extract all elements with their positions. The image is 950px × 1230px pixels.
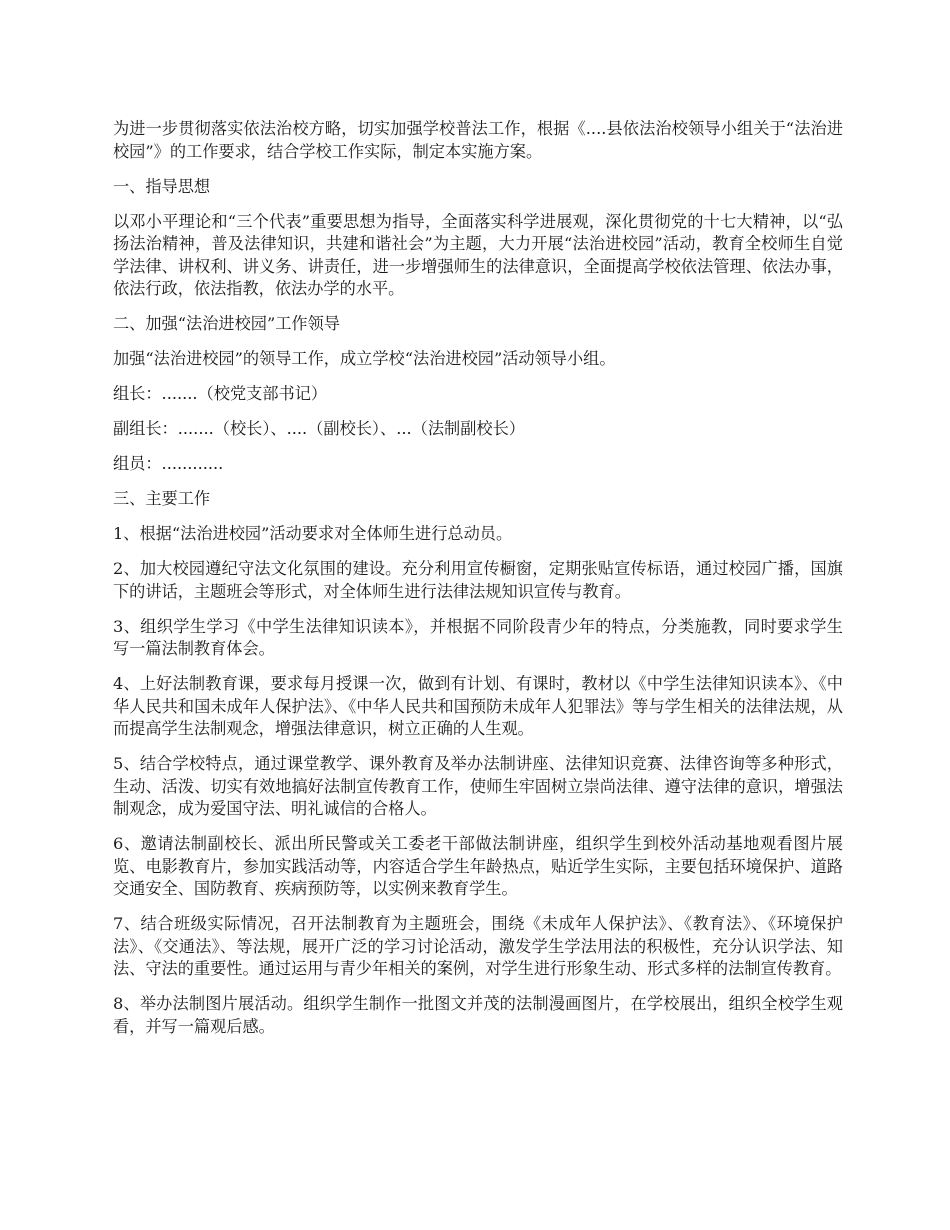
work-item-8: 8、举办法制图片展活动。组织学生制作一批图文并茂的法制漫画图片，在学校展出，组织全校学生观看，并写一篇观后感。 — [113, 994, 843, 1036]
section-heading-leadership: 二、加强“法治进校园”工作领导 — [113, 314, 340, 333]
guiding-ideology-paragraph: 以邓小平理论和“三个代表”重要思想为指导，全面落实科学进展观，深化贯彻党的十七大精神，以“弘扬法治精神，普及法律知识，共建和谐社会”为主题，大力开展“法治进校园”活动，教育全校师生自觉学法律、讲权利、讲义务、讲责任，进一步增强师生的法律意识，全面提高学校依法管理、依法办事，依法行政，依法指教，依法办学的水平。 — [113, 211, 843, 298]
work-item-7: 7、结合班级实际情况，召开法制教育为主题班会，围绕《未成年人保护法》、《教育法》、《环境保护法》、《交通法》、等法规，展开广泛的学习讨论活动，激发学生学法用法的积极性，充分认识学法、知法、守法的重要性。通过运用与青少年相关的案例，对学生进行形象生动、形式多样的法制宣传教育。 — [113, 914, 843, 978]
leadership-paragraph: 加强“法治进校园”的领导工作，成立学校“法治进校园”活动领导小组。 — [113, 349, 616, 368]
document-page — [113, 118, 843, 1051]
intro-paragraph: 为进一步贯彻落实依法治校方略，切实加强学校普法工作，根据《....县依法治校领导小组关于“法治进校园”》的工作要求，结合学校工作实际，制定本实施方案。 — [113, 119, 843, 161]
members-line: 组员：............ — [113, 454, 224, 473]
work-item-5: 5、结合学校特点，通过课堂教学、课外教育及举办法制讲座、法律知识竞赛、法律咨询等多种形式，生动、活泼、切实有效地搞好法制宣传教育工作，使师生牢固树立崇尚法律、遵守法律的意识，增强法制观念，成为爱国守法、明礼诚信的合格人。 — [113, 754, 843, 818]
work-item-6: 6、邀请法制副校长、派出所民警或关工委老干部做法制讲座，组织学生到校外活动基地观看图片展览、电影教育片，参加实践活动等，内容适合学生年龄热点，贴近学生实际，主要包括环境保护、道路交通安全、国防教育、疾病预防等，以实例来教育学生。 — [113, 834, 843, 898]
deputy-leader-line: 副组长：.......（校长）、....（副校长）、...（法制副校长） — [113, 419, 525, 438]
work-item-2: 2、加大校园遵纪守法文化氛围的建设。充分利用宣传橱窗，定期张贴宣传标语，通过校园广播，国旗下的讲话，主题班会等形式，对全体师生进行法律法规知识宣传与教育。 — [113, 559, 843, 601]
section-heading-main-work: 三、主要工作 — [113, 489, 211, 508]
work-item-4: 4、上好法制教育课，要求每月授课一次，做到有计划、有课时，教材以《中学生法律知识读本》、《中华人民共和国未成年人保护法》、《中华人民共和国预防未成年人犯罪法》等与学生相关的法律法规，从而提高学生法制观念，增强法律意识，树立正确的人生观。 — [113, 674, 843, 738]
section-heading-guiding-ideology: 一、指导思想 — [113, 176, 211, 196]
leader-line: 组长：.......（校党支部书记） — [113, 384, 328, 403]
work-item-1: 1、根据“法治进校园”活动要求对全体师生进行总动员。 — [113, 524, 513, 543]
work-item-3: 3、组织学生学习《中学生法律知识读本》，并根据不同阶段青少年的特点，分类施教，同时要求学生写一篇法制教育体会。 — [113, 616, 843, 658]
